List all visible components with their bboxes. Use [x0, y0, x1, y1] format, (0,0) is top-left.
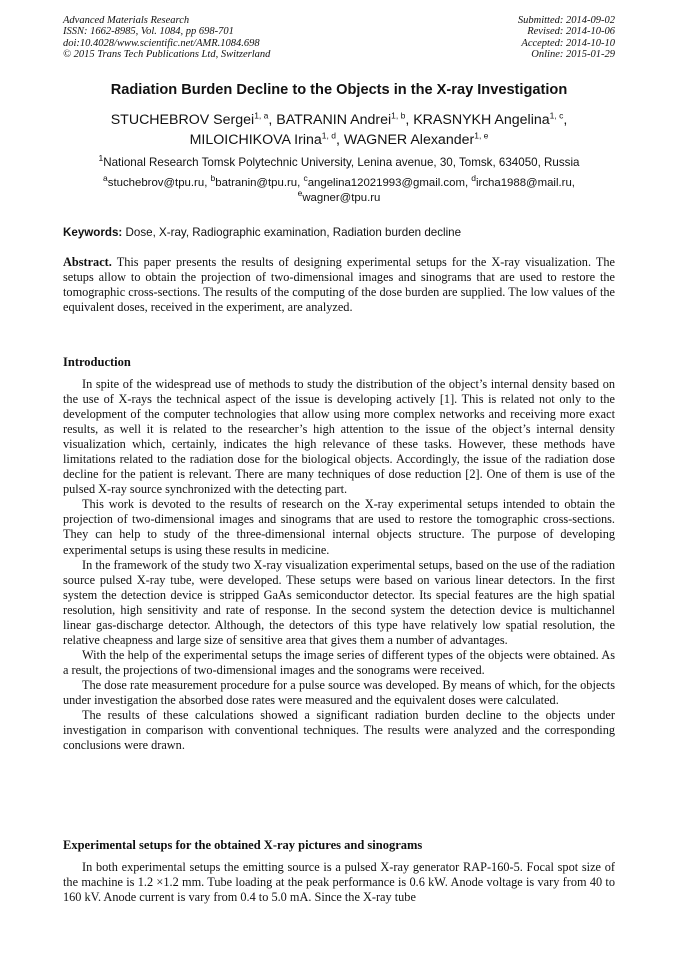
paragraph: In both experimental setups the emitting source is a pulsed X-ray generator RAP-160-5. Focal spot size of the machine is 1.2 ×1.2 mm. Tube loading at the peak performance is 0.6 kW. Anode voltage is vary from 40 to 160 kV. Anode current is vary from 0.4 to 5.0 mA. Since the X-ray tube [63, 860, 615, 905]
paragraph: The results of these calculations showed a significant radiation burden decline to the objects under investigation in comparison with conventional techniques. The results were analyzed and the corresponding conclusions were drawn. [63, 708, 615, 753]
author: STUCHEBROV Sergei$^{1, a}$, [110, 110, 277, 128]
author: WAGNER Alexander$^{1, e}$ [343, 130, 489, 148]
submission-dates [518, 15, 615, 61]
abstract-text: This paper presents the results of designing experimental setups for the X-ray visualization. The setups allow to obtain the projection of two-dimensional images and sinograms that are used to restore the tomographic cross-sections. The results of the computing of the dose burden are supplied. The low values of the equivalent doses, received in the experiment, are analyzed. [63, 255, 615, 315]
journal-info [63, 15, 270, 61]
paragraph: In the framework of the study two X-ray visualization experimental setups, based on the use of the radiation source pulsed X-ray tube, were developed. These setups were based on various linear detectors. In the first system the detection device is stripped GaAs semiconductor detector. Its special features are the high spatial resolution, high sensitivity and rate of response. In the second system the detection device is multichannel linear gas-discharge detector. Although, the detectors of this type have relatively low spatial resolution, the relative cheapness and large size of sensitive area that gives them a number of advantages. [63, 557, 615, 647]
journal-copyright: © 2015 Trans Tech Publications Ltd, Switzerland [63, 49, 271, 61]
paragraph: The dose rate measurement procedure for a pulse source was developed. By means of which, for the objects under investigation the absorbed dose rates were measured and the equivalent doses were calculated. [63, 677, 615, 707]
keywords-text: Dose, X-ray, Radiographic examination, Radiation burden decline [122, 226, 462, 239]
paragraph: With the help of the experimental setups the image series of different types of the objects were obtained. As a result, the projections of two-dimensional images and the sonograms were received. [63, 647, 615, 677]
introduction-body [63, 377, 615, 753]
email[interactable]: $^a$stuchebrov@tpu.ru, [103, 173, 211, 189]
author: MILOICHIKOVA Irina$^{1, d}$, [189, 130, 344, 148]
section-heading-experimental: Experimental setups for the obtained X-ray pictures and sinograms [63, 838, 423, 852]
author: BATRANIN Andrei$^{1, b}$, [276, 110, 414, 128]
paper-title: Radiation Burden Decline to the Objects in the X-ray Investigation [110, 82, 568, 98]
affiliation: $^1$National Research Tomsk Polytechnic University, Lenina avenue, 30, Tomsk, 634050, Russia [98, 153, 580, 169]
date-accepted: Accepted: 2014-10-10 [521, 37, 615, 49]
experimental-body [63, 860, 615, 905]
author-emails [40, 173, 638, 206]
journal-name: Advanced Materials Research [63, 15, 190, 26]
journal-doi[interactable]: doi:10.4028/www.scientific.net/AMR.1084.698 [63, 37, 260, 49]
email[interactable]: $^b$batranin@tpu.ru, [210, 173, 304, 189]
section-heading-introduction: Introduction [63, 355, 131, 369]
journal-issn: ISSN: 1662-8985, Vol. 1084, pp 698-701 [63, 26, 234, 38]
email[interactable]: $^c$angelina12021993@gmail.com, [303, 173, 472, 189]
date-revised: Revised: 2014-10-06 [527, 26, 615, 38]
paragraph: In spite of the widespread use of methods to study the distribution of the object’s internal density based on the use of X-rays the technical aspect of the issue is developing actively [1]. This is related not only to the development of the computer technologies that allow using more complex networks and receiving more exact results, as well it is related to the researcher’s high attention to the issue of the object’s internal density visualization which, certainly, indicates the high relevance of these tasks. However, these methods have limitations related to the radiation dose for the biological objects. Accordingly, the issue of the radiation dose decline for the patient is relevant. There are many techniques of dose reduction [2]. One of them is use of the pulsed X-ray source synchronized with the detecting part. [63, 377, 615, 497]
author: KRASNYKH Angelina$^{1, c}$, [413, 110, 568, 128]
date-online: Online: 2015-01-29 [531, 49, 615, 61]
keywords-label: Keywords: [63, 226, 123, 239]
email[interactable]: $^e$wagner@tpu.ru [297, 188, 381, 204]
author-list [40, 110, 638, 150]
keywords [63, 226, 623, 240]
email[interactable]: $^d$ircha1988@mail.ru, [471, 173, 575, 189]
paragraph: This work is devoted to the results of research on the X-ray experimental setups intended to obtain the projection of two-dimensional images and sinograms that are used to restore the tomographic cross-sections. They can help to study of the three-dimensional internal objects structure. The purpose of developing experimental setups is using these results in medicine. [63, 497, 615, 557]
abstract [63, 255, 615, 315]
date-submitted: Submitted: 2014-09-02 [517, 15, 615, 26]
abstract-label: Abstract. [63, 255, 112, 269]
